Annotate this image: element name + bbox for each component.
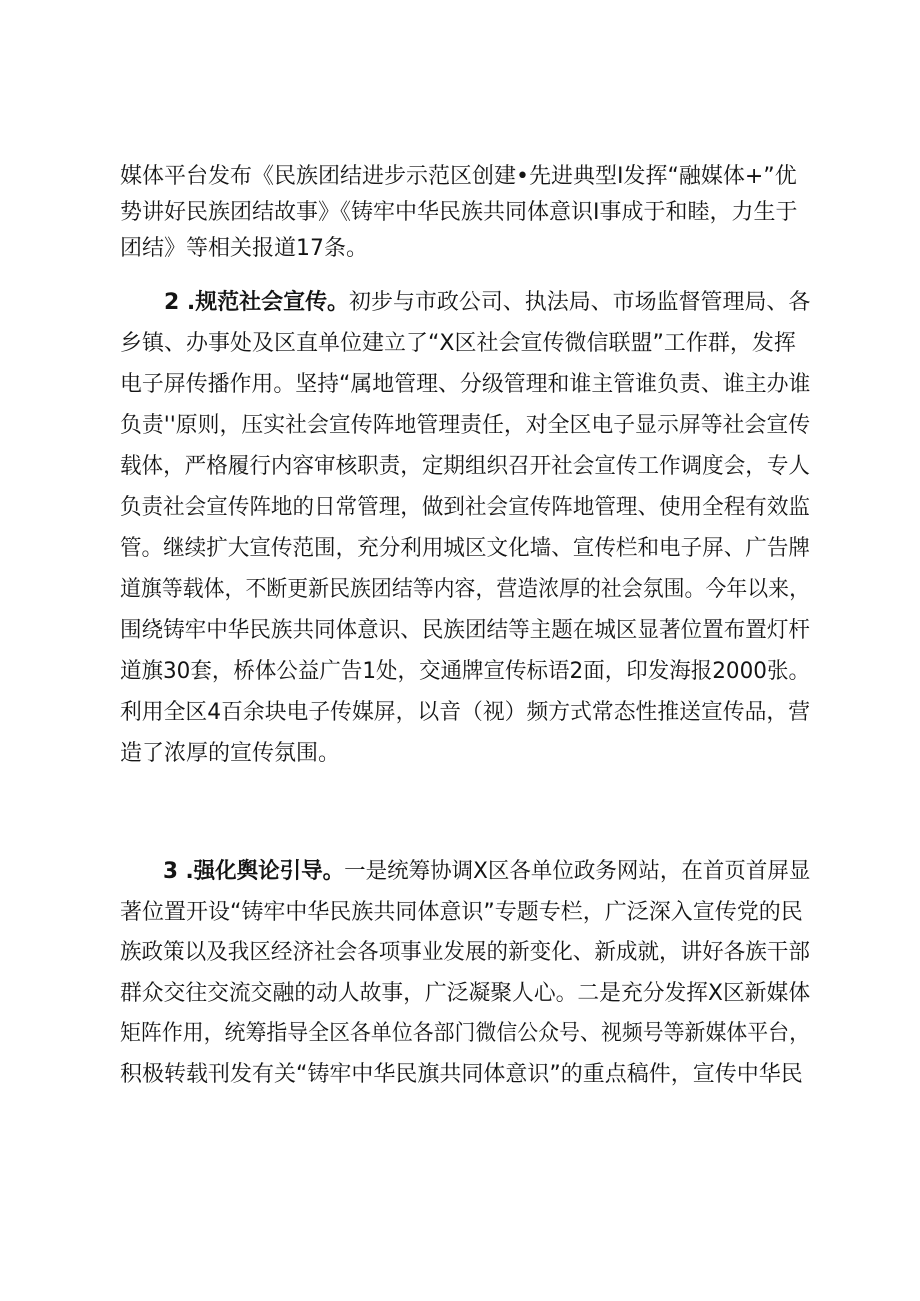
- text-line: 围绕铸牢中华民族共同体意识、民族团结等主题在城区显著位置布置灯杆: [120, 618, 811, 643]
- text-line: 族政策以及我区经济社会各项事业发展的新变化、新成就，讲好各族干部: [120, 940, 811, 965]
- text-line: 管。继续扩大宣传范围，充分利用城区文化墙、宣传栏和电子屏、广告牌: [120, 536, 811, 561]
- section-heading: 3 .强化舆论引导。: [163, 859, 345, 884]
- text-line: 群众交往交流交融的动人故事，广泛凝聚人心。二是充分发挥X区新媒体: [120, 980, 811, 1006]
- text-line: 负责''原则，压实社会宣传阵地管理责任，对全区电子显示屏等社会宣传: [120, 413, 811, 438]
- text-line: 势讲好民族团结故事》《铸牢中华民族共同体意识I事成于和睦，力生于: [120, 200, 798, 225]
- text-line: 积极转载刊发有关“铸牢中华民旗共同体意识”的重点稿件，宣传中华民: [120, 1061, 803, 1087]
- text-run: 初步与市政公司、执法局、市场监督管理局、各: [349, 290, 811, 315]
- text-line: 造了浓厚的宣传氛围。: [120, 741, 341, 766]
- text-line: 矩阵作用，统筹指导全区各单位各部门微信公众号、视频号等新媒体平台，: [120, 1021, 811, 1046]
- paragraph-first-line: [120, 852, 811, 893]
- text-run: 一是统筹协调X区各单位政务网站，在首页首屏显: [344, 859, 811, 884]
- text-line: 媒体平台发布《民族团结进步示范区创建•先进典型I发挥“融媒体+”优: [120, 164, 797, 189]
- paragraph-3: [120, 852, 810, 1095]
- paragraph-1: [120, 159, 810, 267]
- text-line: 乡镇、办事处及区直单位建立了“X区社会宣传微信联盟”工作群，发挥: [120, 331, 796, 356]
- text-line: 负责社会宣传阵地的日常管理，做到社会宣传阵地管理、使用全程有效监: [120, 495, 811, 520]
- paragraph-first-line: [120, 282, 809, 323]
- text-line: 团结》等相关报道17条。: [120, 236, 368, 261]
- text-line: 利用全区4百余块电子传媒屏，以音（视）频方式常态性推送宣传品，营: [120, 700, 811, 725]
- section-heading: 2 .规范社会宣传。: [163, 290, 350, 315]
- text-line: 道旗30套，桥体公益广告1处，交通牌宣传标语2面，印发海报2000张。: [120, 659, 810, 684]
- text-line: 电子屏传播作用。坚持“属地管理、分级管理和谁主管谁负责、谁主办谁: [120, 372, 811, 397]
- text-line: 著位置开设“铸牢中华民族共同体意识”专题专栏，广泛深入宣传党的民: [120, 899, 803, 925]
- paragraph-2: [120, 282, 810, 774]
- text-line: 道旗等载体，不断更新民族团结等内容，营造浓厚的社会氛围。今年以来，: [120, 577, 811, 602]
- text-line: 载体，严格履行内容审核职责，定期组织召开社会宣传工作调度会，专人: [120, 454, 811, 479]
